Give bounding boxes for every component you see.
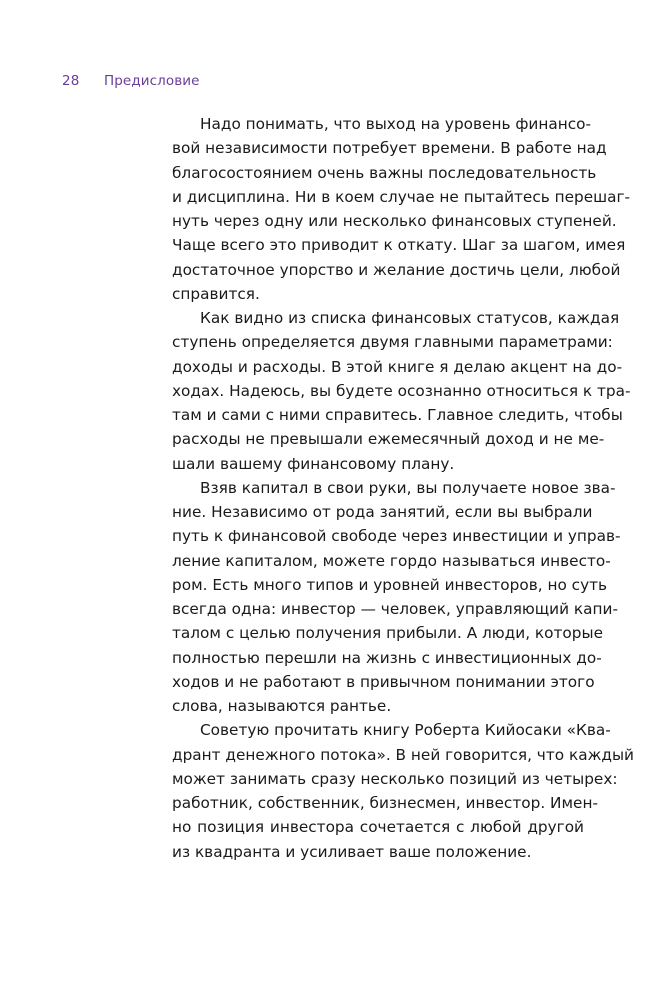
text-line: полностью перешли на жизнь с инвестиционных до- xyxy=(172,648,602,667)
text-line: вой независимости потребует времени. В работе над xyxy=(172,139,607,158)
text-line: достаточное упорство и желание достичь цели, любой xyxy=(172,260,621,279)
paragraph-4 xyxy=(172,718,634,864)
paragraph-2 xyxy=(172,306,631,476)
text-line: дрант денежного потока». В ней говорится, что каждый xyxy=(172,745,634,764)
text-line: ление капиталом, можете гордо называться инвесто- xyxy=(172,551,611,570)
text-line: шали вашему финансовому плану. xyxy=(172,454,455,473)
text-line: нуть через одну или несколько финансовых ступеней. xyxy=(172,212,617,230)
text-line: расходы не превышали ежемесячный доход и не ме- xyxy=(172,430,605,449)
text-line: может занимать сразу несколько позиций из четырех: xyxy=(172,769,618,788)
text-line: слова, называются рантье. xyxy=(172,697,392,715)
text-line: из квадранта и усиливает ваше положение. xyxy=(172,842,532,861)
text-line: Как видно из списка финансовых статусов, каждая xyxy=(200,309,620,327)
paragraph-3 xyxy=(172,476,621,719)
paragraph-1 xyxy=(172,112,631,306)
text-line: но позиция инвестора сочетается с любой другой xyxy=(172,818,584,837)
text-line: Надо понимать, что выход на уровень финансо- xyxy=(200,115,592,133)
text-line: справится. xyxy=(172,284,260,303)
text-line: благосостоянием очень важны последовательность xyxy=(172,163,597,182)
text-line: работник, собственник, бизнесмен, инвестор. Имен- xyxy=(172,794,598,812)
text-line: ходах. Надеюсь, вы будете осознанно относиться к тра- xyxy=(172,381,631,400)
section-title: Предисловие xyxy=(104,73,200,89)
text-line: и дисциплина. Ни в коем случае не пытайтесь перешаг- xyxy=(172,187,631,206)
text-line: доходы и расходы. В этой книге я делаю акцент на до- xyxy=(172,357,623,376)
page-number: 28 xyxy=(62,73,80,89)
body-text xyxy=(172,112,634,864)
text-line: всегда одна: инвестор — человек, управляющий капи- xyxy=(172,600,619,618)
text-line: талом с целью получения прибыли. А люди, которые xyxy=(172,624,603,643)
text-line: там и сами с ними справитесь. Главное следить, чтобы xyxy=(172,406,623,424)
text-line: ром. Есть много типов и уровней инвесторов, но суть xyxy=(172,575,608,594)
text-line: ние. Независимо от рода занятий, если вы выбрали xyxy=(172,503,593,521)
running-header xyxy=(62,73,200,89)
text-line: Чаще всего это приводит к откату. Шаг за шагом, имея xyxy=(172,236,626,255)
text-line: путь к финансовой свободе через инвестиции и управ- xyxy=(172,527,621,546)
text-line: Взяв капитал в свои руки, вы получаете новое зва- xyxy=(200,478,616,497)
text-line: ступень определяется двумя главными параметрами: xyxy=(172,333,613,352)
text-line: Советую прочитать книгу Роберта Кийосаки «Ква- xyxy=(200,721,611,740)
text-line: ходов и не работают в привычном понимании этого xyxy=(172,672,595,691)
